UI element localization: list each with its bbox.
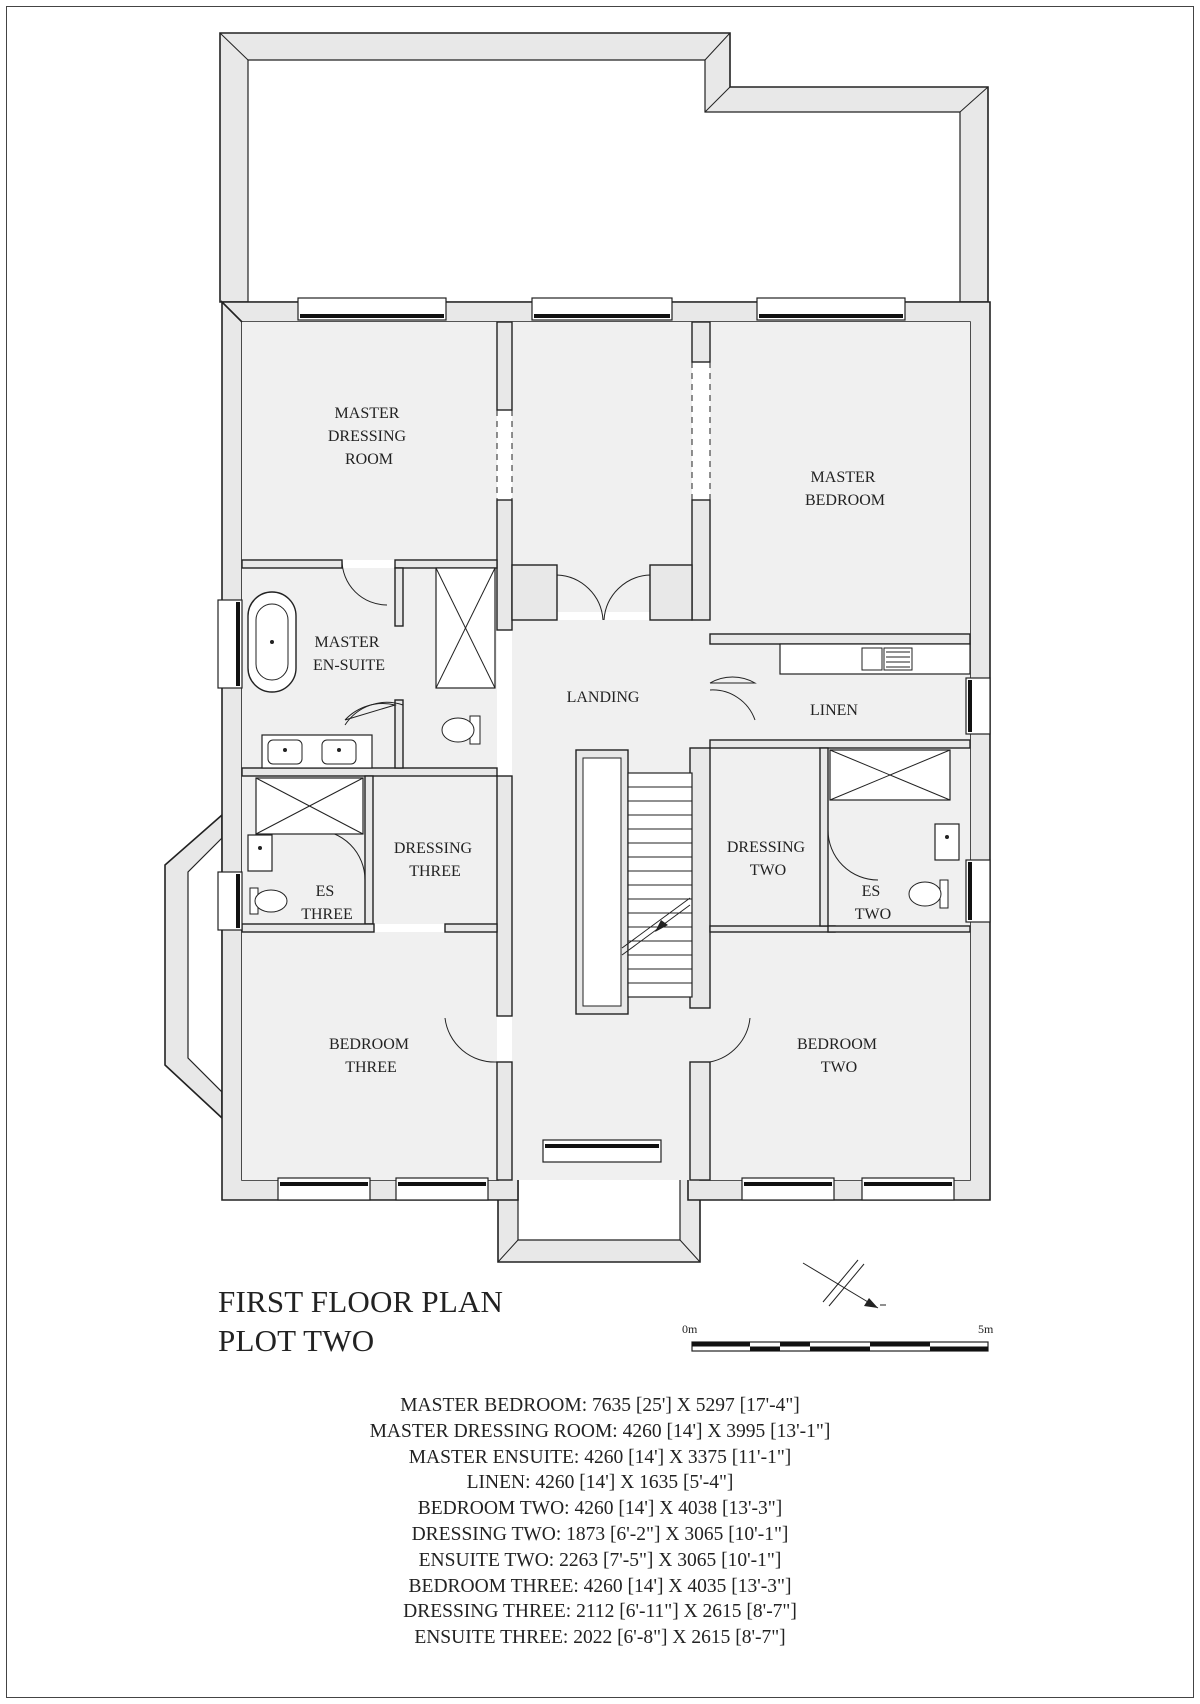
schedule-row: DRESSING TWO: 1873 [6'-2"] X 3065 [10'-1"] — [411, 1523, 789, 1545]
scale-start-label: 0m — [682, 1322, 698, 1336]
scale-bar — [682, 1322, 994, 1351]
staircase-icon — [576, 750, 692, 1014]
scale-end-label: 5m — [978, 1322, 994, 1336]
bay-window — [165, 815, 222, 1118]
room-label-linen: LINEN — [810, 702, 858, 719]
plan-title-line-1: FIRST FLOOR PLAN — [218, 1284, 504, 1319]
room-label-dressing-two: DRESSING TWO — [726, 839, 806, 879]
room-label-es-two: ES TWO — [854, 883, 892, 923]
schedule-row: MASTER BEDROOM: 7635 [25'] X 5297 [17'-4"] — [400, 1395, 800, 1416]
room-label-bedroom-three: BEDROOM THREE — [328, 1036, 410, 1076]
room-label-es-three: ES THREE — [301, 883, 353, 923]
room-label-master-bedroom: MASTER BEDROOM — [804, 469, 886, 509]
bath-icon — [248, 592, 296, 692]
room-label-bedroom-two: BEDROOM TWO — [796, 1036, 878, 1076]
schedule-row: MASTER ENSUITE: 4260 [14'] X 3375 [11'-1"] — [408, 1446, 792, 1468]
schedule-row: BEDROOM TWO: 4260 [14'] X 4038 [13'-3"] — [417, 1498, 783, 1520]
schedule-row: DRESSING THREE: 2112 [6'-11"] X 2615 [8'-7"] — [403, 1601, 797, 1623]
plan-title — [218, 1282, 503, 1360]
schedule-row: LINEN: 4260 [14'] X 1635 [5'-4"] — [466, 1472, 734, 1494]
schedule-row: ENSUITE TWO: 2263 [7'-5"] X 3065 [10'-1"] — [418, 1549, 782, 1571]
room-dimension-schedule — [0, 1393, 1200, 1651]
schedule-row: BEDROOM THREE: 4260 [14'] X 4035 [13'-3"] — [408, 1575, 792, 1597]
plan-title-line-2: PLOT TWO — [218, 1323, 375, 1358]
room-label-dressing-three: DRESSING THREE — [393, 840, 473, 880]
room-label-landing: LANDING — [566, 689, 640, 706]
schedule-row: ENSUITE THREE: 2022 [6'-8"] X 2615 [8'-7"] — [414, 1627, 786, 1649]
north-arrow-icon — [803, 1260, 886, 1308]
schedule-row: MASTER DRESSING ROOM: 4260 [14'] X 3995 [13'-1"] — [369, 1420, 831, 1442]
roof-terrace — [220, 33, 988, 302]
kitchen-sink-icon — [780, 644, 970, 674]
room-label-master-en-suite: MASTER EN-SUITE — [313, 634, 385, 674]
room-label-master-dressing-room: MASTER DRESSING ROOM — [327, 405, 407, 468]
